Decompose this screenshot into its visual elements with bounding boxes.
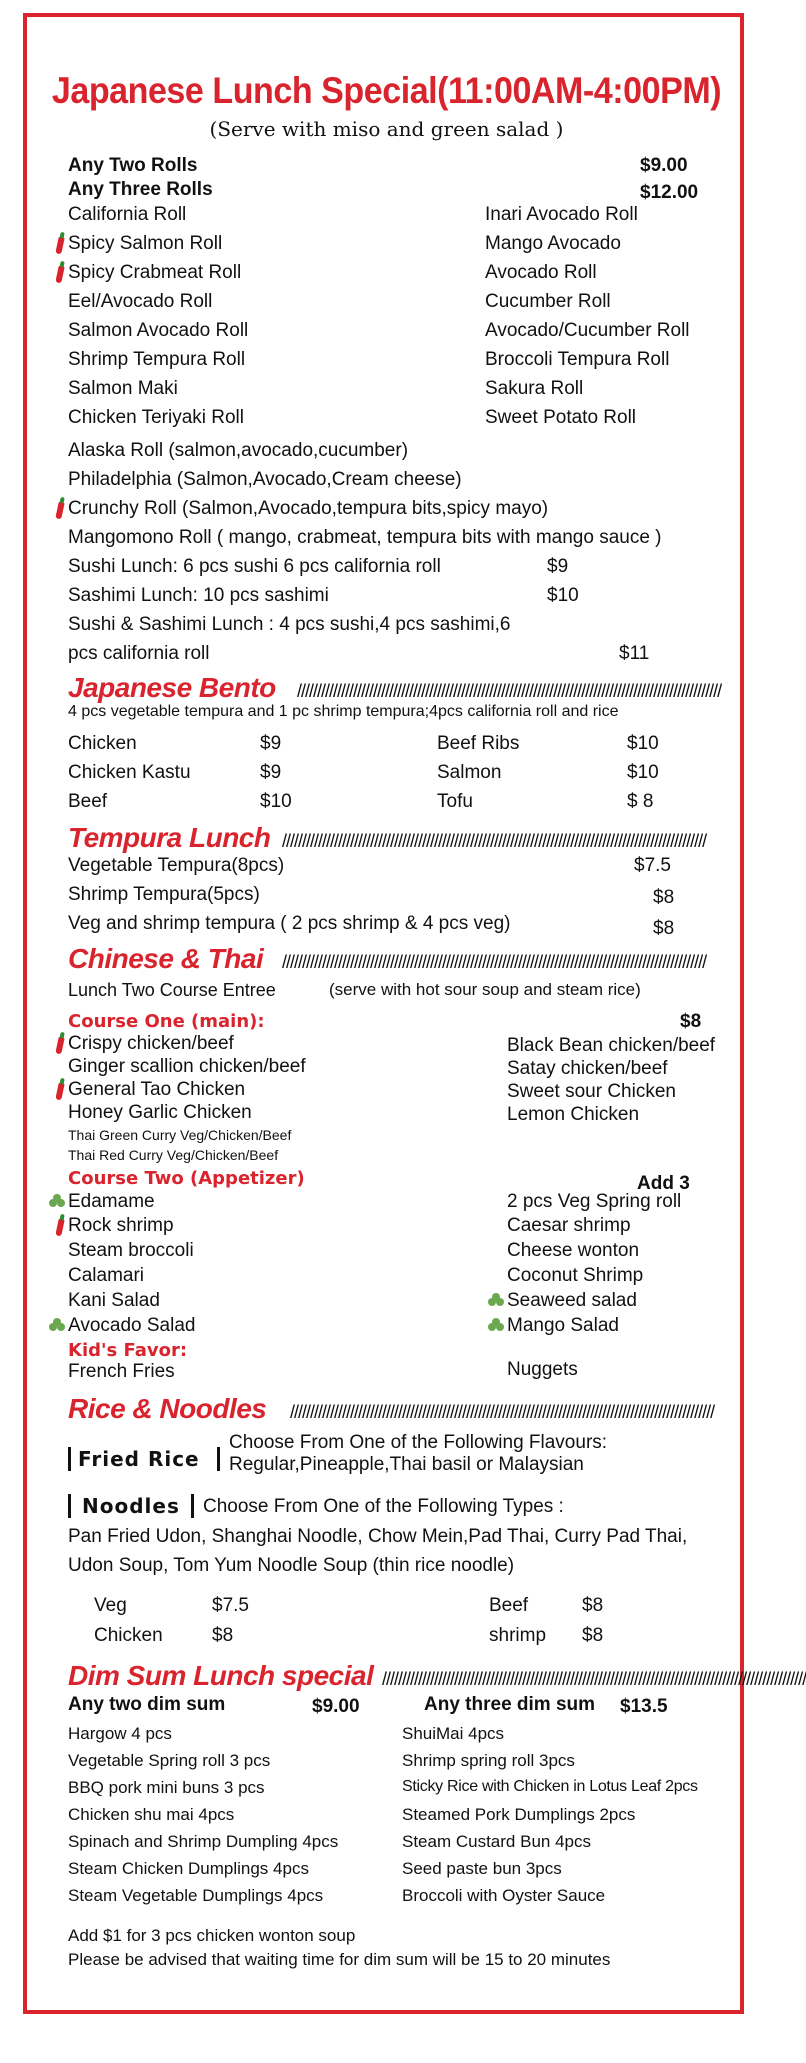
roll-item: Spicy Salmon Roll — [68, 233, 223, 254]
roll-item: Shrimp Tempura Roll — [68, 349, 246, 370]
dim-sum-item: Broccoli with Oyster Sauce — [402, 1886, 606, 1905]
sushi-sashimi-lunch: Sushi & Sashimi Lunch : 4 pcs sushi,4 pcs sashimi,6 — [68, 614, 511, 635]
bento-price: $ 8 — [627, 791, 654, 812]
special-roll: Crunchy Roll (Salmon,Avocado,tempura bits,spicy mayo) — [68, 498, 549, 519]
chili-pepper-icon — [55, 266, 64, 284]
roll-item: Spicy Crabmeat Roll — [68, 262, 242, 283]
tempura-item: Shrimp Tempura(5pcs) — [68, 884, 260, 905]
tempura-price: $8 — [653, 918, 675, 939]
roll-item: Eel/Avocado Roll — [68, 291, 213, 312]
label-bracket — [68, 1494, 71, 1518]
fried-rice-label: Fried Rice — [78, 1447, 200, 1471]
bento-price: $10 — [260, 791, 292, 812]
section-divider: ////////////////////////////////////////////////////////////////////////////////////////////////////////// — [282, 952, 707, 972]
appetizer-item: Steam broccoli — [68, 1240, 194, 1261]
rice-option-price: $7.5 — [212, 1595, 249, 1616]
sashimi-lunch-price: $10 — [547, 585, 579, 606]
main-course-item: Sweet sour Chicken — [507, 1081, 676, 1102]
main-course-item: Honey Garlic Chicken — [68, 1102, 252, 1123]
section-divider: ////////////////////////////////////////////////////////////////////////////////////////////////////////// — [297, 681, 722, 701]
roll-item: Inari Avocado Roll — [485, 204, 638, 225]
rice-option-price: $8 — [212, 1625, 234, 1646]
rice-option-price: $8 — [582, 1595, 604, 1616]
rice-noodles-heading: Rice & Noodles — [68, 1393, 267, 1424]
tempura-item: Vegetable Tempura(8pcs) — [68, 855, 285, 876]
appetizer-item: Cheese wonton — [507, 1240, 640, 1261]
dim-sum-item: Vegetable Spring roll 3 pcs — [68, 1751, 271, 1770]
appetizer-item: Kani Salad — [68, 1290, 160, 1311]
appetizer-item: 2 pcs Veg Spring roll — [507, 1191, 682, 1212]
roll-item: California Roll — [68, 204, 187, 225]
fried-rice-desc: Choose From One of the Following Flavours: — [229, 1432, 608, 1453]
main-course-item: Satay chicken/beef — [507, 1058, 668, 1079]
appetizer-item: Edamame — [68, 1191, 155, 1212]
menu-subtitle: (Serve with miso and green salad ) — [209, 117, 564, 141]
course-two-price: Add 3 — [637, 1173, 690, 1194]
appetizer-item: Avocado Salad — [68, 1315, 196, 1336]
rice-option: Chicken — [94, 1625, 163, 1646]
sushi-lunch-price: $9 — [547, 556, 569, 577]
bento-price: $9 — [260, 733, 282, 754]
chili-pepper-icon — [55, 1037, 64, 1055]
appetizer-item: Rock shrimp — [68, 1215, 174, 1236]
roll-item: Broccoli Tempura Roll — [485, 349, 670, 370]
bento-price: $10 — [627, 762, 659, 783]
dim-sum-item: Steam Chicken Dumplings 4pcs — [68, 1859, 309, 1878]
kids-item: Nuggets — [507, 1359, 578, 1380]
rice-option-price: $8 — [582, 1625, 604, 1646]
tempura-price: $8 — [653, 887, 675, 908]
sushi-sashimi-lunch-price: $11 — [619, 643, 650, 664]
course-one-heading: Course One (main): — [68, 1011, 265, 1032]
entree-note: (serve with hot sour soup and steam rice) — [329, 980, 641, 999]
kids-item: French Fries — [68, 1361, 175, 1382]
waiting-time-note: Please be advised that waiting time for dim sum will be 15 to 20 minutes — [68, 1950, 611, 1969]
any-three-rolls-price: $12.00 — [640, 182, 699, 203]
noodles-label: Noodles — [82, 1494, 180, 1518]
any-two-dim-sum-label: Any two dim sum — [68, 1694, 226, 1715]
clover-leaf-icon — [488, 1293, 504, 1309]
chili-pepper-icon — [55, 1083, 64, 1101]
kids-favor-heading: Kid's Favor: — [68, 1340, 188, 1361]
dim-sum-item: Seed paste bun 3pcs — [402, 1859, 562, 1878]
main-course-item: Crispy chicken/beef — [68, 1033, 234, 1054]
rice-option: Beef — [489, 1595, 529, 1616]
bento-price: $9 — [260, 762, 282, 783]
clover-leaf-icon — [488, 1318, 504, 1334]
dim-sum-item: Spinach and Shrimp Dumpling 4pcs — [68, 1832, 339, 1851]
fried-rice-flavours: Regular,Pineapple,Thai basil or Malaysian — [229, 1454, 584, 1475]
dim-sum-item: Steam Vegetable Dumplings 4pcs — [68, 1886, 324, 1905]
any-two-rolls-price: $9.00 — [640, 155, 688, 176]
dim-sum-item: Steamed Pork Dumplings 2pcs — [402, 1805, 636, 1824]
any-three-dim-sum-price: $13.5 — [620, 1696, 668, 1717]
any-two-dim-sum-price: $9.00 — [312, 1696, 360, 1717]
appetizer-item: Mango Salad — [507, 1315, 619, 1336]
roll-item: Avocado Roll — [485, 262, 597, 283]
main-course-item: Thai Red Curry Veg/Chicken/Beef — [68, 1147, 279, 1163]
bento-heading: Japanese Bento — [68, 672, 276, 703]
roll-item: Sweet Potato Roll — [485, 407, 637, 428]
bento-description: 4 pcs vegetable tempura and 1 pc shrimp tempura;4pcs california roll and rice — [68, 703, 619, 720]
dim-sum-item: Steam Custard Bun 4pcs — [402, 1832, 591, 1851]
label-bracket — [191, 1494, 194, 1518]
chinese-thai-heading: Chinese & Thai — [68, 943, 264, 974]
dim-sum-heading: Dim Sum Lunch special — [68, 1660, 374, 1691]
appetizer-item: Calamari — [68, 1265, 145, 1286]
wonton-soup-note: Add $1 for 3 pcs chicken wonton soup — [68, 1926, 356, 1945]
dim-sum-item: Sticky Rice with Chicken in Lotus Leaf 2pcs — [402, 1778, 698, 1795]
main-course-item: Thai Green Curry Veg/Chicken/Beef — [68, 1127, 292, 1143]
sashimi-lunch: Sashimi Lunch: 10 pcs sashimi — [68, 585, 329, 606]
roll-item: Avocado/Cucumber Roll — [485, 320, 690, 341]
appetizer-item: Seaweed salad — [507, 1290, 637, 1311]
chili-pepper-icon — [55, 1219, 64, 1237]
bento-item: Tofu — [437, 791, 473, 812]
bento-item: Chicken — [68, 733, 137, 754]
section-divider: ////////////////////////////////////////////////////////////////////////////////////////////////////////// — [290, 1402, 715, 1422]
noodles-desc: Choose From One of the Following Types : — [203, 1496, 564, 1517]
roll-item: Mango Avocado — [485, 233, 621, 254]
dim-sum-item: Hargow 4 pcs — [68, 1724, 172, 1743]
tempura-item: Veg and shrimp tempura ( 2 pcs shrimp & 4 pcs veg) — [68, 913, 511, 934]
main-course-item: Ginger scallion chicken/beef — [68, 1056, 306, 1077]
sushi-sashimi-lunch-cont: pcs california roll — [68, 643, 210, 664]
bento-price: $10 — [627, 733, 659, 754]
any-three-dim-sum-label: Any three dim sum — [424, 1694, 596, 1715]
clover-leaf-icon — [49, 1194, 65, 1210]
main-course-item: Lemon Chicken — [507, 1104, 640, 1125]
dim-sum-item: BBQ pork mini buns 3 pcs — [68, 1778, 265, 1797]
dim-sum-item: Chicken shu mai 4pcs — [68, 1805, 235, 1824]
chili-pepper-icon — [55, 502, 64, 520]
rice-option: Veg — [94, 1595, 127, 1616]
any-two-rolls-label: Any Two Rolls — [68, 155, 198, 176]
dim-sum-item: Shrimp spring roll 3pcs — [402, 1751, 575, 1770]
special-roll: Alaska Roll (salmon,avocado,cucumber) — [68, 440, 409, 461]
special-roll: Philadelphia (Salmon,Avocado,Cream cheese) — [68, 469, 462, 490]
main-course-item: Black Bean chicken/beef — [507, 1035, 716, 1056]
section-divider: ////////////////////////////////////////////////////////////////////////////////////////////////////////// — [382, 1669, 806, 1689]
clover-leaf-icon — [49, 1318, 65, 1334]
main-course-item: General Tao Chicken — [68, 1079, 246, 1100]
appetizer-item: Caesar shrimp — [507, 1215, 631, 1236]
menu-title: Japanese Lunch Special(11:00AM-4:00PM) — [51, 70, 722, 111]
dim-sum-item: ShuiMai 4pcs — [402, 1724, 505, 1743]
sushi-lunch: Sushi Lunch: 6 pcs sushi 6 pcs california roll — [68, 556, 441, 577]
course-two-heading: Course Two (Appetizer) — [68, 1168, 305, 1189]
chili-pepper-icon — [55, 237, 64, 255]
label-bracket — [217, 1447, 220, 1471]
tempura-heading: Tempura Lunch — [68, 822, 271, 853]
course-one-price: $8 — [680, 1011, 702, 1032]
entree-label: Lunch Two Course Entree — [68, 980, 276, 1000]
bento-item: Salmon — [437, 762, 502, 783]
bento-item: Chicken Kastu — [68, 762, 191, 783]
section-divider: ////////////////////////////////////////////////////////////////////////////////////////////////////////// — [282, 831, 707, 851]
roll-item: Cucumber Roll — [485, 291, 611, 312]
roll-item: Salmon Avocado Roll — [68, 320, 249, 341]
noodles-types: Pan Fried Udon, Shanghai Noodle, Chow Mein,Pad Thai, Curry Pad Thai, — [68, 1526, 688, 1547]
noodles-types-cont: Udon Soup, Tom Yum Noodle Soup (thin rice noodle) — [68, 1555, 515, 1576]
label-bracket — [68, 1447, 71, 1471]
special-roll: Mangomono Roll ( mango, crabmeat, tempura bits with mango sauce ) — [68, 527, 662, 548]
bento-item: Beef Ribs — [437, 733, 520, 754]
appetizer-item: Coconut Shrimp — [507, 1265, 644, 1286]
tempura-price: $7.5 — [634, 855, 671, 876]
rice-option: shrimp — [489, 1625, 547, 1646]
roll-item: Sakura Roll — [485, 378, 584, 399]
bento-item: Beef — [68, 791, 108, 812]
any-three-rolls-label: Any Three Rolls — [68, 179, 213, 200]
roll-item: Chicken Teriyaki Roll — [68, 407, 244, 428]
roll-item: Salmon Maki — [68, 378, 178, 399]
